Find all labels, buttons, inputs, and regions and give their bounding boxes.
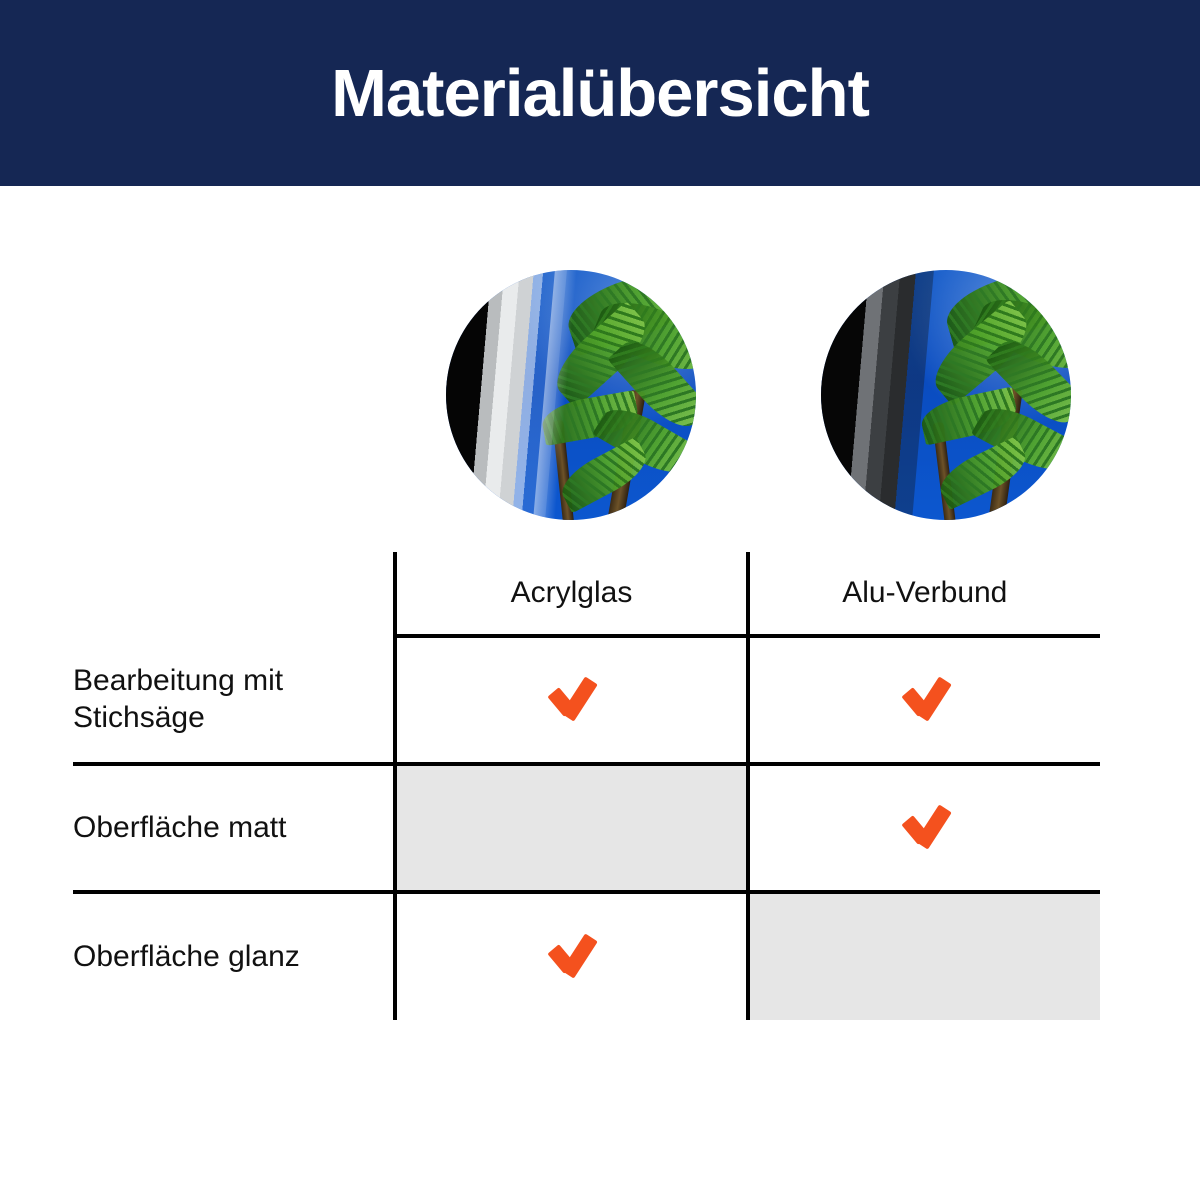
page-title: Materialübersicht bbox=[331, 55, 869, 131]
cell-glanz-alu-verbund bbox=[748, 892, 1100, 1020]
cell-matt-acrylglas bbox=[395, 764, 747, 892]
column-header-alu-verbund: Alu-Verbund bbox=[748, 552, 1100, 636]
cell-bearbeitung-alu-verbund bbox=[748, 636, 1100, 764]
acrylic-edge-gloss bbox=[446, 270, 567, 520]
material-samples bbox=[0, 270, 1200, 520]
sample-alu-verbund bbox=[821, 270, 1071, 520]
header-empty-cell bbox=[73, 552, 395, 636]
cell-bearbeitung-acrylglas bbox=[395, 636, 747, 764]
row-label-oberflaeche-matt: Oberfläche matt bbox=[73, 764, 395, 892]
column-header-acrylglas: Acrylglas bbox=[395, 552, 747, 636]
check-mark-icon bbox=[548, 675, 594, 721]
table-row bbox=[73, 764, 1100, 892]
check-mark-icon bbox=[548, 932, 594, 978]
sample-acrylglas bbox=[446, 270, 696, 520]
cell-matt-alu-verbund bbox=[748, 764, 1100, 892]
check-mark-icon bbox=[902, 675, 948, 721]
material-comparison-table bbox=[73, 552, 1100, 1020]
cell-glanz-acrylglas bbox=[395, 892, 747, 1020]
table-header-row bbox=[73, 552, 1100, 636]
row-label-oberflaeche-glanz: Oberfläche glanz bbox=[73, 940, 300, 974]
page-header bbox=[0, 0, 1200, 186]
check-mark-icon bbox=[902, 803, 948, 849]
row-label-bearbeitung-stichsaege: Bearbeitung mit Stichsäge bbox=[73, 636, 395, 764]
table-row bbox=[73, 892, 1100, 1020]
table-row bbox=[73, 636, 1100, 764]
